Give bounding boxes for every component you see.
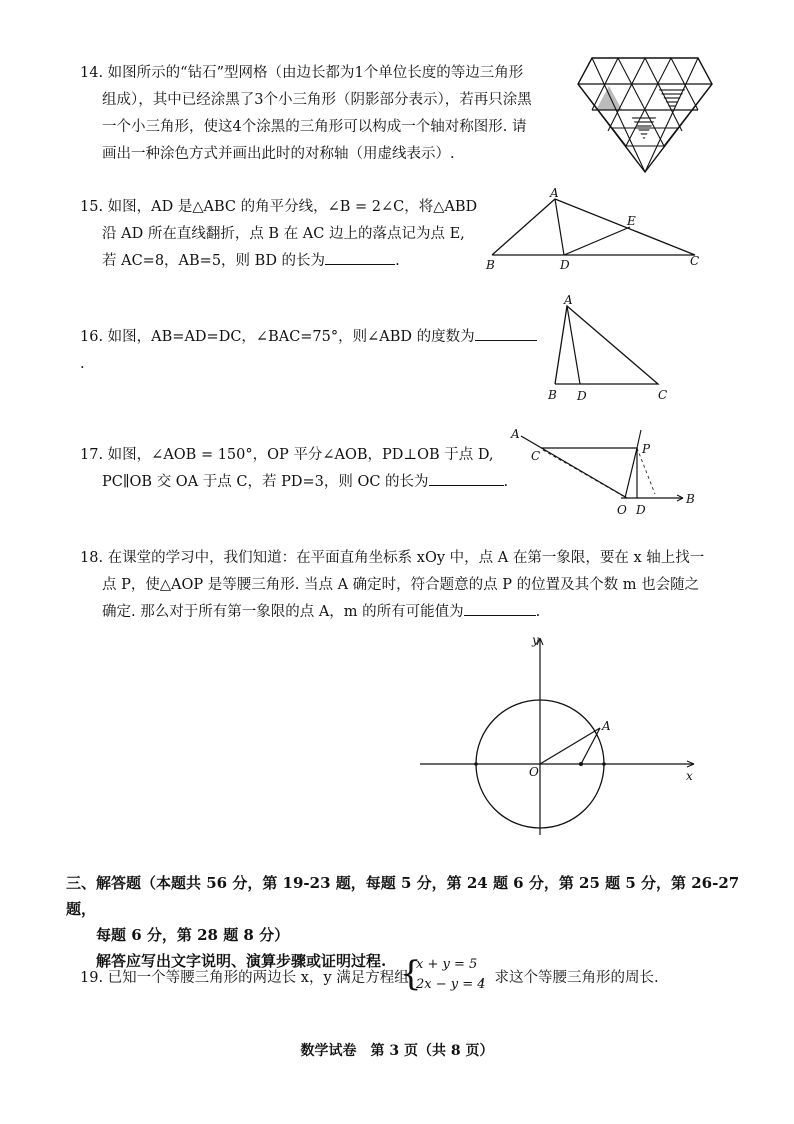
question-number: 15. <box>80 199 104 215</box>
question-number: 14. <box>80 65 104 81</box>
question-text: 若 AC=8，AB=5，则 BD 的长为 <box>102 253 326 269</box>
question-17 <box>80 442 510 496</box>
period: . <box>395 253 400 269</box>
period: . <box>80 356 85 372</box>
question-number: 17. <box>80 447 104 463</box>
answer-blank[interactable] <box>429 471 504 486</box>
question-text: ，求这个等腰三角形的周长. <box>480 970 659 986</box>
label-B: B <box>486 258 495 272</box>
question-text: PC∥OB 交 OA 于点 C，若 PD=3，则 OC 的长为 <box>102 474 429 490</box>
label-A: A <box>550 186 559 200</box>
question-text: 沿 AD 所在直线翻折，点 B 在 AC 边上的落点记为点 E, <box>102 226 465 242</box>
question-text: 画出一种涂色方式并画出此时的对称轴（用虚线表示）. <box>102 146 455 162</box>
label-C: C <box>531 449 541 463</box>
triangle-abc-figure-15 <box>480 185 710 275</box>
question-text: 如图，AD 是△ABC 的角平分线，∠B = 2∠C，将△ABD <box>107 199 478 215</box>
label-B: B <box>686 492 695 506</box>
label-y: y <box>532 633 539 647</box>
question-number: 16. <box>80 329 104 345</box>
question-text: 一个小三角形，使这4个涂黑的三角形可以构成一个轴对称图形. 请 <box>102 119 527 135</box>
label-D: D <box>577 389 587 403</box>
question-15 <box>80 194 480 275</box>
question-14 <box>80 60 570 168</box>
question-text: 如图，∠AOB = 150°，OP 平分∠AOB，PD⊥OB 于点 D, <box>107 447 494 463</box>
label-A: A <box>511 427 520 441</box>
equation-2: 2x − y = 4 <box>416 977 486 992</box>
label-B: B <box>548 388 557 402</box>
label-A: A <box>564 293 573 307</box>
answer-blank[interactable] <box>475 326 537 341</box>
question-text: 点 P，使△AOP 是等腰三角形. 当点 A 确定时，符合题意的点 P 的位置及其个数 m 也会随之 <box>102 577 700 593</box>
triangle-abc-figure-16 <box>540 292 690 407</box>
answer-blank[interactable] <box>325 250 395 265</box>
label-C: C <box>690 254 700 268</box>
question-text: 确定. 那么对于所有第一象限的点 A，m 的所有可能值为 <box>102 604 464 620</box>
question-text: 已知一个等腰三角形的两边长 x，y 满足方程组 <box>107 970 409 986</box>
label-A: A <box>602 719 611 733</box>
period: . <box>503 474 509 490</box>
question-text: 在课堂的学习中，我们知道：在平面直角坐标系 xOy 中，点 A 在第一象限，要在 x 轴上找一 <box>107 550 705 566</box>
angle-aob-figure-17 <box>505 420 705 520</box>
label-P: P <box>642 442 651 456</box>
equation-brace: { <box>400 954 422 994</box>
section-title-cont: 每题 6 分，第 28 题 8 分） <box>96 926 290 944</box>
question-18 <box>80 545 720 626</box>
page-footer: 数学试卷 第 3 页（共 8 页） <box>300 1043 494 1059</box>
question-number: 18. <box>80 550 104 566</box>
question-text: 如图所示的“钻石”型网格（由边长都为1个单位长度的等边三角形 <box>107 65 524 81</box>
label-O: O <box>529 765 539 779</box>
question-16 <box>80 324 540 378</box>
section-title: 三、解答题（本题共 56 分，第 19-23 题，每题 5 分，第 24 题 6 分，第 25 题 5 分，第 26-27 题， <box>66 874 740 918</box>
label-x: x <box>686 769 693 783</box>
label-E: E <box>627 214 636 228</box>
section-note: 解答应写出文字说明、演算步骤或证明过程. <box>96 952 387 970</box>
question-text: 如图，AB=AD=DC，∠BAC=75°，则∠ABD 的度数为 <box>107 329 475 345</box>
diamond-grid-figure <box>570 48 720 178</box>
label-O: O <box>617 503 627 517</box>
answer-blank[interactable] <box>464 601 536 616</box>
label-D: D <box>560 258 570 272</box>
equation-1: x + y = 5 <box>416 957 478 972</box>
label-C: C <box>658 388 668 402</box>
label-D: D <box>636 503 646 517</box>
coordinate-circle-figure-18 <box>420 630 710 840</box>
shaded-triangle <box>596 86 622 110</box>
period: . <box>535 604 541 620</box>
question-text: 组成），其中已经涂黑了3个小三角形（阴影部分表示），若再只涂黑 <box>102 92 532 108</box>
question-number: 19. <box>80 970 104 986</box>
